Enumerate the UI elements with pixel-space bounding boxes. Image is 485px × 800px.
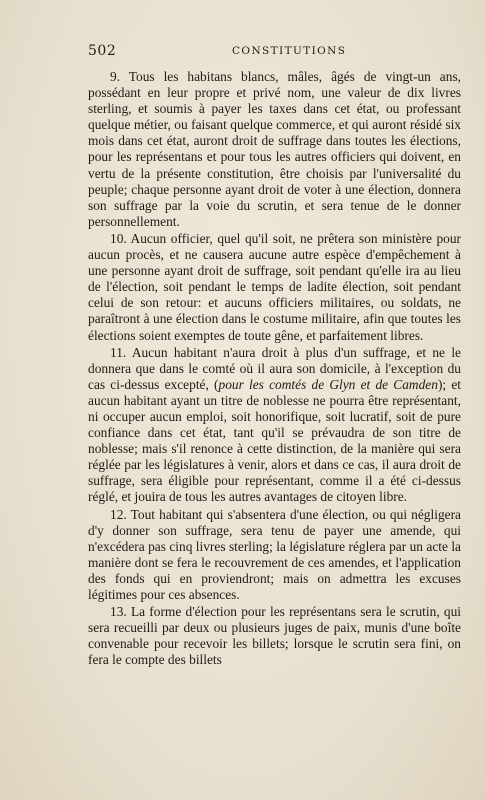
article-9: 9. Tous les habitans blancs, mâles, âgés de vingt-un ans, possédant en leur propre et privé nom, une valeur de dix livres sterling, et soumis à payer les taxes dans cet état, ou professant quelque métier, ou faisant quelque commerce, et qui auront résidé six mois dans cet état, auront droit de suffrage dans toutes les élections, pour les représentans et pour tous les autres officiers qui doivent, en vertu de la présente constitution, être choisis par l'universalité du peuple; chaque personne ayant droit de voter à une élection, donnera son suffrage par la voie du scrutin, et sera tenue de le donner personnellement. [88,69,461,229]
article-11-text-continued: ); et aucun habitant ayant un titre de noblesse ne pourra être représentant, ni occuper aucun emploi, soit honorifique, soit lucratif, soit de pure confiance dans cet état, tant qu'il se prévaudra de son titre de noblesse; mais s'il renonce à cette distinction, de la manière qui sera réglée par les législatures à venir, alors et dans ce cas, il aura droit de suffrage, sera éligible pour représentant, comme il a été ci-dessus réglé, et jouira de tous les autres avantages de citoyen libre. [88,376,461,505]
page-number: 502 [88,43,117,59]
page-header [88,43,461,63]
article-11-text: 11. Aucun habitant n'aura droit à plus d'un suffrage, et ne le donnera que dans le comté où il aura son domicile, à l'exception du cas ci-dessus excepté, ( [88,344,461,392]
running-title: CONSTITUTIONS [232,45,347,57]
article-12: 12. Tout habitant qui s'absentera d'une élection, ou qui négligera d'y donner son suffrage, sera tenu de payer une amende, qui n'excédera pas cinq livres sterling; la législature réglera par un acte la manière dont se fera le recouvrement de ces amendes, et l'application des fonds qui en proviendront; mais on admettra les excuses légitimes pour ces absences. [88,506,461,602]
article-11 [88,345,461,506]
article-13: 13. La forme d'élection pour les représentans sera le scrutin, qui sera recueilli par deux ou plusieurs juges de paix, munis d'une boîte convenable pour recevoir les billets; lorsque le scrutin sera fini, on fera le compte des billets [88,604,461,668]
article-11-italic-county-names: pour les comtés de Glyn et de Camden [218,376,438,392]
article-10: 10. Aucun officier, quel qu'il soit, ne prêtera son ministère pour aucun procès, et ne causera aucune autre espèce d'empêchement à une personne ayant droit de suffrage, soit pendant qu'elle ira au lieu de l'élection, soit pendant le temps de ladite élection, soit pendant celui de son retour: et aucuns officiers militaires, ou soldats, ne paraîtront à une élection dans le costume militaire, afin que toutes les élections soient exemptes de toute gêne, et parfaitement libres. [88,230,461,343]
body-text [88,69,461,668]
